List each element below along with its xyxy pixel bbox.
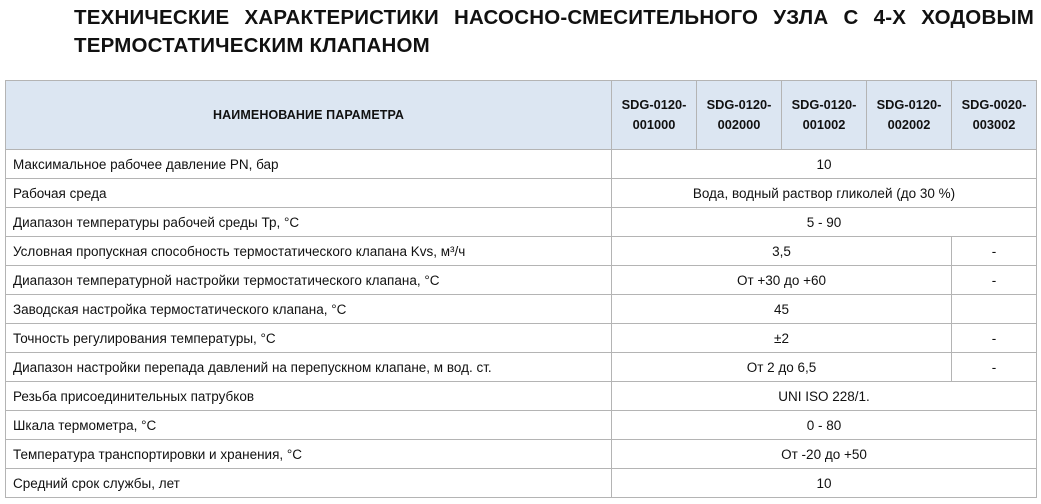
param-value-cell: От 2 до 6,5 bbox=[612, 353, 952, 382]
param-name-header: НАИМЕНОВАНИЕ ПАРАМЕТРА bbox=[6, 81, 612, 150]
param-name-cell: Диапазон температуры рабочей среды Тр, °С bbox=[6, 208, 612, 237]
table-row bbox=[6, 266, 1037, 295]
param-name-cell: Диапазон настройки перепада давлений на перепускном клапане, м вод. ст. bbox=[6, 353, 612, 382]
table-row bbox=[6, 237, 1037, 266]
model-header: SDG-0120-002000 bbox=[697, 81, 782, 150]
last-model-value-cell: - bbox=[952, 237, 1037, 266]
model-header: SDG-0020-003002 bbox=[952, 81, 1037, 150]
last-model-value-cell: - bbox=[952, 353, 1037, 382]
param-name-cell: Заводская настройка термостатического клапана, °С bbox=[6, 295, 612, 324]
table-row bbox=[6, 208, 1037, 237]
table-row bbox=[6, 324, 1037, 353]
param-name-cell: Средний срок службы, лет bbox=[6, 469, 612, 498]
last-model-value-cell: - bbox=[952, 266, 1037, 295]
param-name-cell: Рабочая среда bbox=[6, 179, 612, 208]
param-value-cell: 0 - 80 bbox=[612, 411, 1037, 440]
model-header: SDG-0120-002002 bbox=[867, 81, 952, 150]
table-row bbox=[6, 382, 1037, 411]
table-row bbox=[6, 440, 1037, 469]
specifications-table bbox=[5, 80, 1037, 498]
last-model-value-cell bbox=[952, 295, 1037, 324]
param-name-cell: Резьба присоединительных патрубков bbox=[6, 382, 612, 411]
param-name-cell: Шкала термометра, °С bbox=[6, 411, 612, 440]
table-row bbox=[6, 295, 1037, 324]
param-name-cell: Условная пропускная способность термостатического клапана Kvs, м³/ч bbox=[6, 237, 612, 266]
table-header-row bbox=[6, 81, 1037, 150]
param-name-cell: Диапазон температурной настройки термостатического клапана, °С bbox=[6, 266, 612, 295]
table-row bbox=[6, 411, 1037, 440]
param-value-cell: 10 bbox=[612, 150, 1037, 179]
table-row bbox=[6, 469, 1037, 498]
last-model-value-cell: - bbox=[952, 324, 1037, 353]
model-header: SDG-0120-001002 bbox=[782, 81, 867, 150]
param-name-cell: Точность регулирования температуры, °С bbox=[6, 324, 612, 353]
param-value-cell: ±2 bbox=[612, 324, 952, 353]
model-header: SDG-0120-001000 bbox=[612, 81, 697, 150]
table-row bbox=[6, 179, 1037, 208]
param-name-cell: Максимальное рабочее давление PN, бар bbox=[6, 150, 612, 179]
param-value-cell: 5 - 90 bbox=[612, 208, 1037, 237]
table-row bbox=[6, 353, 1037, 382]
param-value-cell: 10 bbox=[612, 469, 1037, 498]
param-value-cell: 3,5 bbox=[612, 237, 952, 266]
param-name-cell: Температура транспортировки и хранения, °С bbox=[6, 440, 612, 469]
param-value-cell: Вода, водный раствор гликолей (до 30 %) bbox=[612, 179, 1037, 208]
param-value-cell: От -20 до +50 bbox=[612, 440, 1037, 469]
document-title: ТЕХНИЧЕСКИЕ ХАРАКТЕРИСТИКИ НАСОСНО-СМЕСИТЕЛЬНОГО УЗЛА С 4-Х ХОДОВЫМ ТЕРМОСТАТИЧЕСКИМ КЛАПАНОМ bbox=[74, 6, 1034, 57]
param-value-cell: 45 bbox=[612, 295, 952, 324]
table-row bbox=[6, 150, 1037, 179]
table-body bbox=[6, 150, 1037, 498]
param-value-cell: UNI ISO 228/1. bbox=[612, 382, 1037, 411]
param-value-cell: От +30 до +60 bbox=[612, 266, 952, 295]
